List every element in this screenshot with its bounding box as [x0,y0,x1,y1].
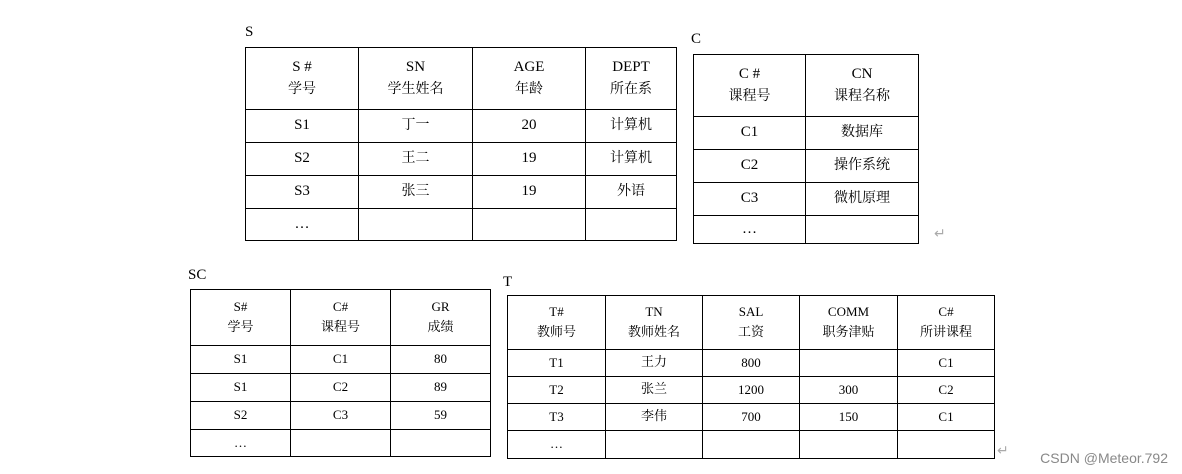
table-cell: … [508,431,606,459]
table-sc-header-row [191,290,491,346]
header-name: 课程名称 [834,88,890,105]
table-cell: S2 [191,402,291,430]
table-row [508,350,995,377]
table-c-title: C [691,31,702,47]
table-cell: 700 [703,404,800,431]
table-c-header-row [694,55,919,117]
table-row [508,377,995,404]
table-cell: C2 [694,150,806,183]
table-row [694,183,919,216]
header-name: 教师姓名 [627,324,680,340]
header-name: 学号 [227,319,254,335]
table-s-header-cell [359,48,473,110]
table-cell [391,430,491,457]
header-name: 年龄 [515,81,543,98]
header-code: T# [549,304,564,320]
table-row [191,346,491,374]
table-cell [800,431,898,459]
header-code: C # [738,66,761,83]
header-name: 职务津贴 [822,324,875,340]
table-cell: 19 [473,176,586,209]
table-cell: C3 [694,183,806,216]
table-row [246,110,677,143]
table-cell: 数据库 [806,117,919,150]
table-cell: T1 [508,350,606,377]
header-name: 所在系 [610,81,652,98]
header-code: SN [405,59,426,76]
table-cell: T2 [508,377,606,404]
table-cell: C1 [898,404,995,431]
table-sc-title: SC [188,267,207,283]
table-cell: 80 [391,346,491,374]
table-cell: … [191,430,291,457]
header-name: 成绩 [427,319,454,335]
header-code: GR [431,299,450,315]
table-cell: 89 [391,374,491,402]
header-name: 教师号 [536,324,576,340]
header-code: C# [938,304,954,320]
table-sc [190,289,491,457]
header-name: 所讲课程 [919,324,972,340]
header-name: 学生姓名 [387,81,444,98]
table-cell [800,350,898,377]
table-cell: 59 [391,402,491,430]
table-cell [703,431,800,459]
table-t-header-cell [898,296,995,350]
header-code: S # [292,59,312,76]
table-cell: 800 [703,350,800,377]
table-s-header-cell [473,48,586,110]
table-row [508,404,995,431]
table-c-header-cell [694,55,806,117]
table-cell: S3 [246,176,359,209]
table-sc-header-cell [191,290,291,346]
table-cell: S1 [246,110,359,143]
header-name: 课程号 [320,319,360,335]
table-cell: 外语 [586,176,677,209]
table-row [694,216,919,244]
table-cell: C1 [291,346,391,374]
table-cell: S1 [191,346,291,374]
table-cell: 李伟 [606,404,703,431]
table-cell: C1 [694,117,806,150]
table-cell: 1200 [703,377,800,404]
header-code: SAL [738,304,764,320]
table-cell: S2 [246,143,359,176]
table-cell: 丁一 [359,110,473,143]
table-sc-header-cell [291,290,391,346]
table-cell: 19 [473,143,586,176]
table-s-header-cell [586,48,677,110]
header-name: 工资 [737,324,764,340]
table-cell: 张兰 [606,377,703,404]
table-row [246,176,677,209]
table-cell: 王力 [606,350,703,377]
header-code: COMM [827,304,870,320]
table-t-header-cell [606,296,703,350]
header-code: DEPT [612,59,650,76]
table-cell: 300 [800,377,898,404]
table-cell: S1 [191,374,291,402]
table-cell: 王二 [359,143,473,176]
header-code: TN [645,304,663,320]
table-row [191,402,491,430]
table-t-header-row [508,296,995,350]
table-row [694,150,919,183]
table-s-header-row [246,48,677,110]
table-c [693,54,919,244]
table-t-header-cell [703,296,800,350]
table-s-title: S [245,24,254,40]
table-t-title: T [503,274,513,290]
return-mark-1: ↵ [934,226,946,242]
table-s-header-cell [246,48,359,110]
table-s [245,47,677,241]
header-name: 学号 [288,81,316,98]
header-code: C# [332,299,349,315]
header-name: 课程号 [728,88,771,105]
table-cell: 张三 [359,176,473,209]
table-row [508,431,995,459]
header-code: AGE [513,59,545,76]
table-sc-header-cell [391,290,491,346]
table-cell: … [246,209,359,241]
table-cell: 操作系统 [806,150,919,183]
table-row [694,117,919,150]
table-cell: 150 [800,404,898,431]
table-row [191,374,491,402]
return-mark-2: ↵ [997,443,1009,459]
table-row [246,209,677,241]
table-cell [359,209,473,241]
table-cell: C3 [291,402,391,430]
table-cell [586,209,677,241]
table-t-header-cell [508,296,606,350]
table-cell: T3 [508,404,606,431]
header-code: CN [851,66,873,83]
table-row [246,143,677,176]
table-cell: 微机原理 [806,183,919,216]
table-cell: C2 [898,377,995,404]
table-cell [473,209,586,241]
table-cell: 20 [473,110,586,143]
table-cell: C2 [291,374,391,402]
table-c-header-cell [806,55,919,117]
table-cell: C1 [898,350,995,377]
table-t [507,295,995,459]
table-cell [806,216,919,244]
table-cell: 计算机 [586,110,677,143]
table-t-header-cell [800,296,898,350]
table-cell [291,430,391,457]
watermark: CSDN @Meteor.792 [1040,450,1168,466]
table-row [191,430,491,457]
table-cell: … [694,216,806,244]
table-cell: 计算机 [586,143,677,176]
table-cell [898,431,995,459]
header-code: S# [233,299,248,315]
table-cell [606,431,703,459]
